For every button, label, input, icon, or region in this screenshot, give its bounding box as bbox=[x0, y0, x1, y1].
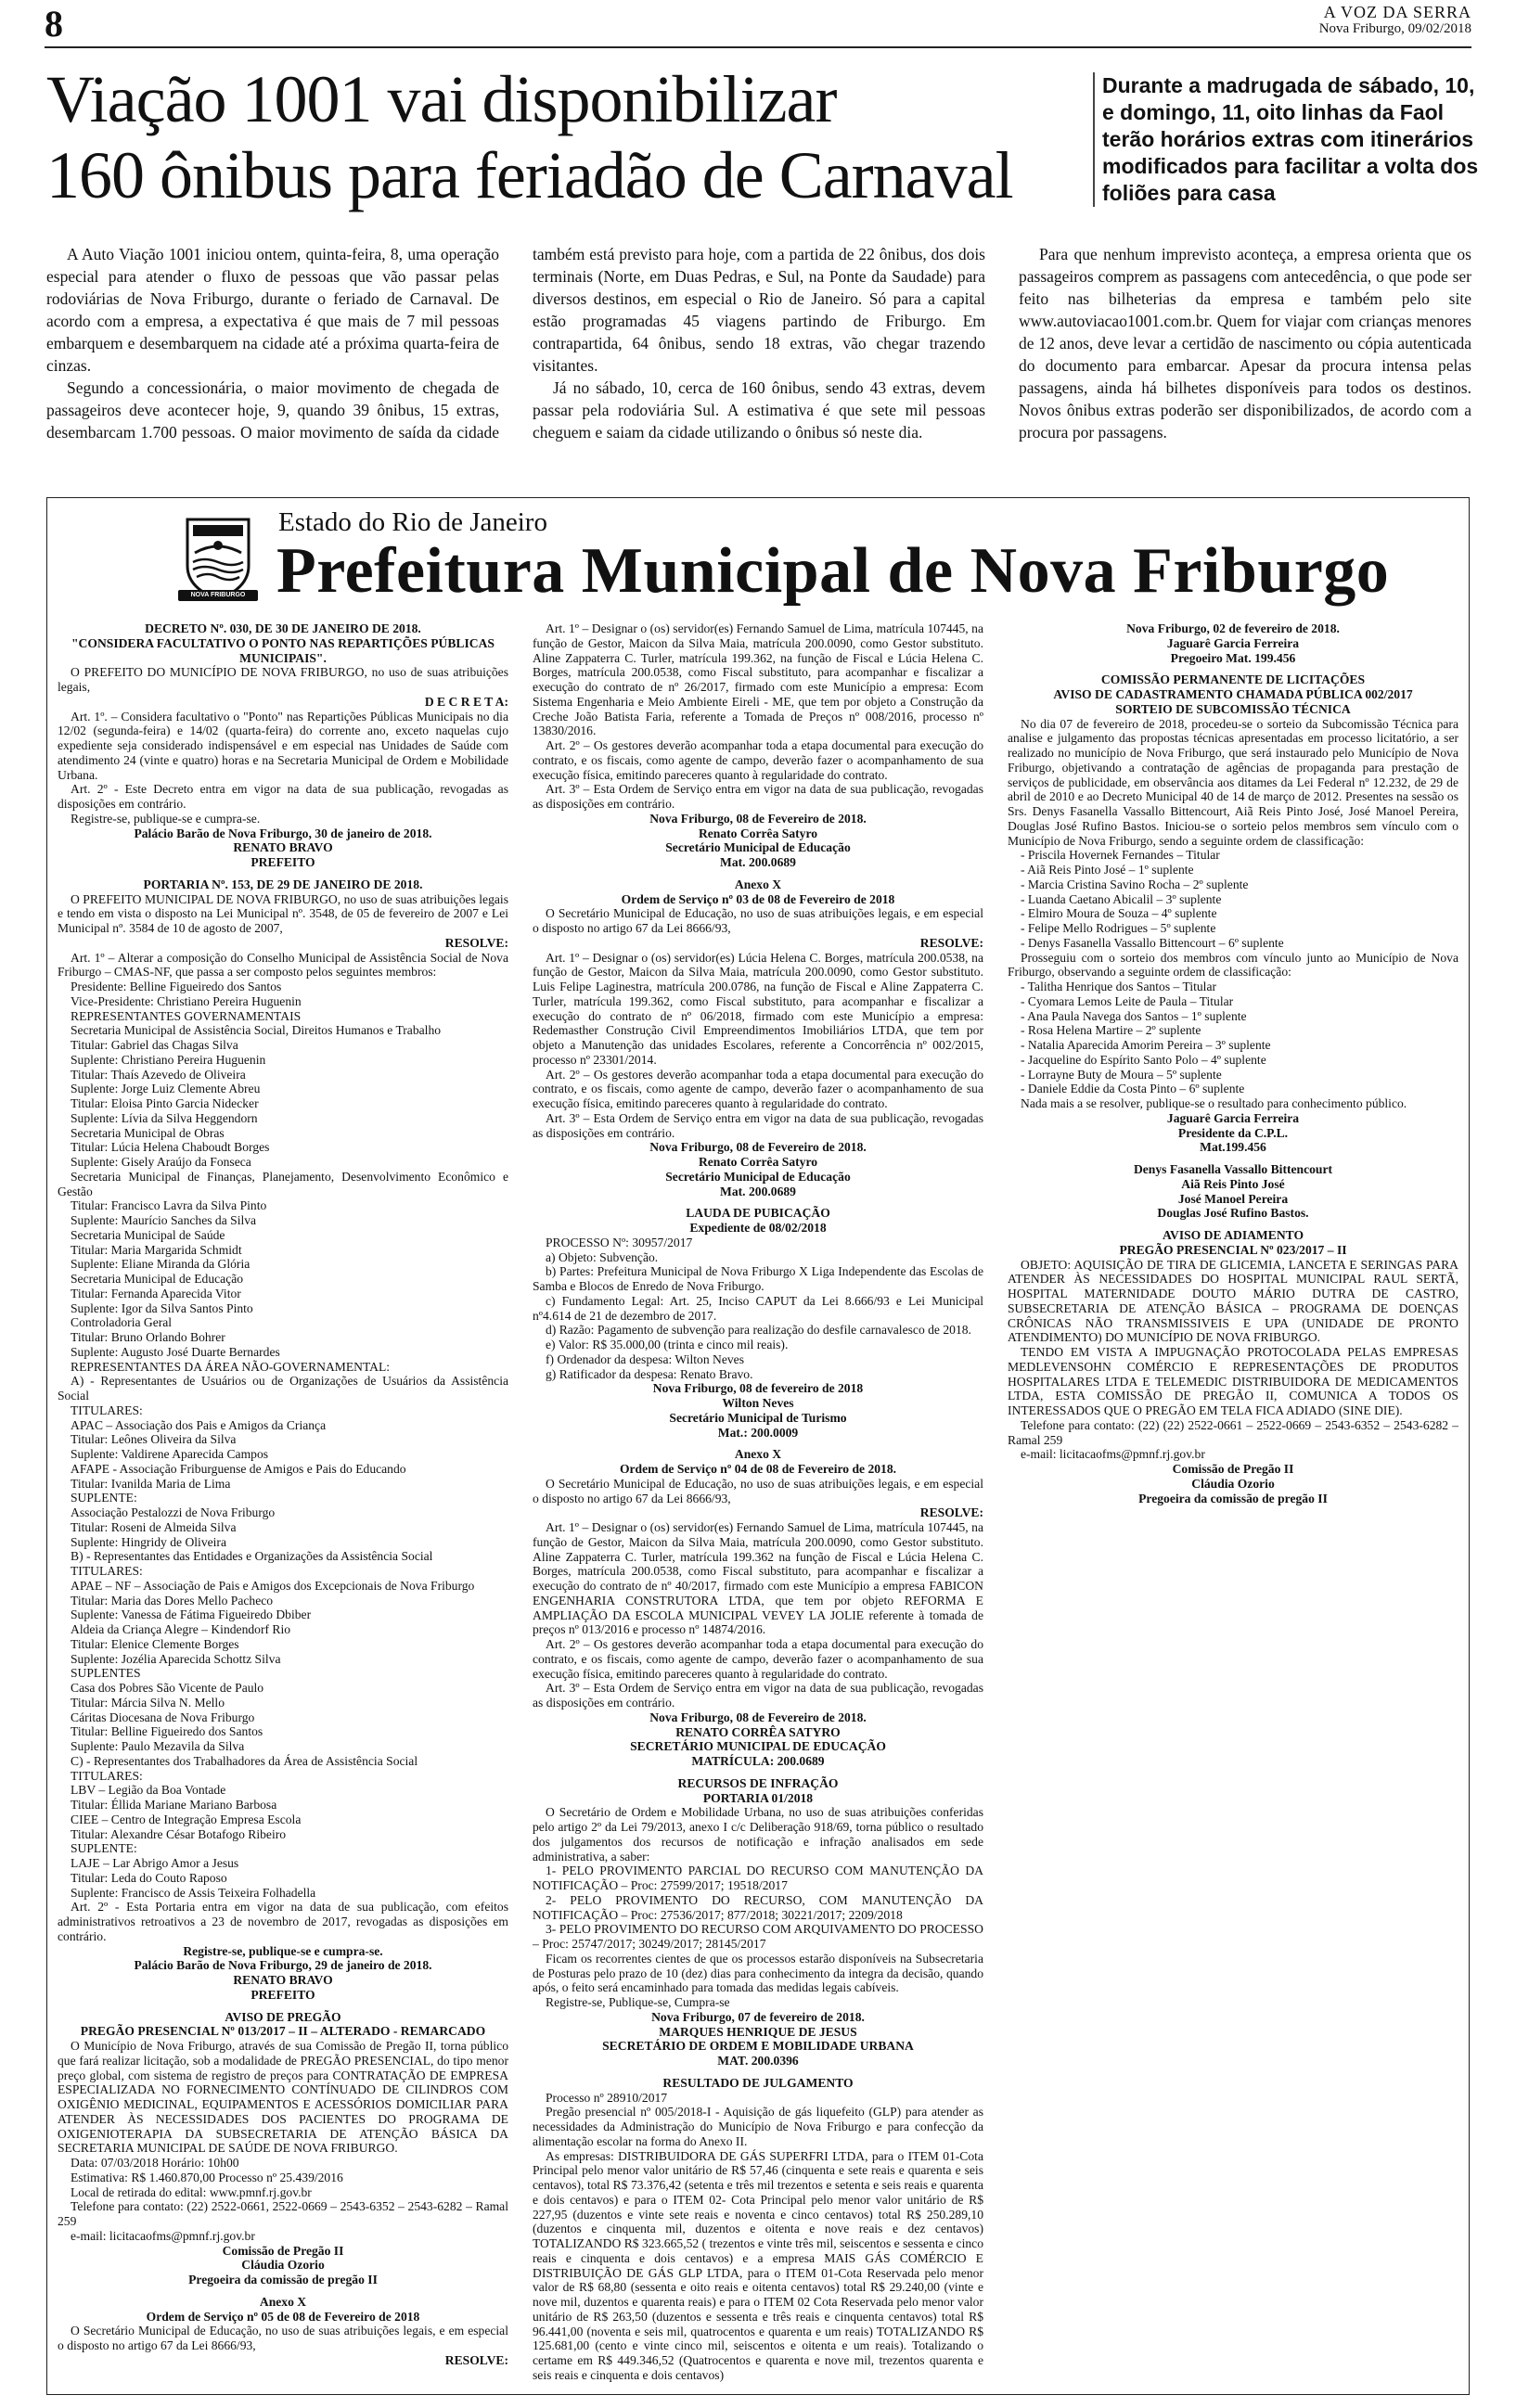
legal-paragraph: O PREFEITO MUNICIPAL DE NOVA FRIBURGO, no uso de suas atribuições legais e tendo em vista o disposto na Lei Municipal nº. 3548, de 05 de fevereiro de 2007 e Lei Municipal nº. 3584 de 10 de agosto de 2007, bbox=[58, 891, 508, 935]
legal-heading: Ordem de Serviço nº 05 de 08 de Fevereiro de 2018 bbox=[146, 2309, 420, 2324]
legal-paragraph: Suplente: Jorge Luiz Clemente Abreu bbox=[71, 1082, 261, 1096]
legal-heading: Nova Friburgo, 08 de fevereiro de 2018 bbox=[652, 1381, 864, 1396]
legal-paragraph: a) Objeto: Subvenção. bbox=[546, 1249, 659, 1264]
section-spacer bbox=[58, 2287, 508, 2295]
legal-heading: PREGÃO PRESENCIAL Nº 023/2017 – II bbox=[1119, 1242, 1347, 1257]
legal-paragraph: - Felipe Mello Rodrigues – 5º suplente bbox=[1021, 921, 1216, 935]
legal-paragraph: APAC – Associação dos Pais e Amigos da Criança bbox=[71, 1417, 327, 1432]
legal-paragraph: Art. 1º – Designar o (os) servidor(es) Fernando Samuel de Lima, matrícula 107445, na função de Gestor, Maicon da Silva Maia, matrícula 200.0090, como Gestor substituto. Aline Zappaterra C. Turler, matrícula 199.362 na função de Fiscal e Lúcia Helena C. Borges, matrícula 200.0538, como Fiscal substituto, para acompanhar e fiscalizar a execução do contrato de nº 40/2017, firmado com este Município a empresa FABICON ENGENHARIA CONSTRUTORA LTDA, que tem por objeto REFORMA E AMPLIAÇÃO DA ESCOLA MUNICIPAL VEVEY LA JOLIE referente à tomada de preços nº 013/2016 e processo nº 14874/2016. bbox=[533, 1520, 983, 1637]
legal-paragraph: Art. 2º - Este Decreto entra em vigor na data de sua publicação, revogadas as disposições em contrário. bbox=[58, 782, 508, 811]
legal-heading: MATRÍCULA: 200.0689 bbox=[691, 1754, 825, 1768]
legal-paragraph: O PREFEITO DO MUNICÍPIO DE NOVA FRIBURGO, no uso de suas atribuições legais, bbox=[58, 665, 508, 694]
legal-paragraph: Secretaria Municipal de Assistência Social, Direitos Humanos e Trabalho bbox=[71, 1023, 442, 1038]
headline-line-1: Viação 1001 vai disponibilizar bbox=[46, 62, 837, 136]
legal-paragraph: Suplente: Lívia da Silva Heggendorn bbox=[71, 1110, 258, 1125]
legal-paragraph: Secretaria Municipal de Obras bbox=[71, 1125, 225, 1140]
legal-paragraph: - Cyomara Lemos Leite de Paula – Titular bbox=[1021, 993, 1234, 1008]
legal-paragraph: - Ana Paula Navega dos Santos – 1º suplente bbox=[1021, 1008, 1247, 1023]
legal-heading: LAUDA DE PUBICAÇÃO bbox=[686, 1206, 830, 1221]
legal-paragraph: O Secretário de Ordem e Mobilidade Urbana, no uso de suas atribuições conferidas pelo artigo 2º da Lei 79/2013, anexo I c/c Deliberação 918/69, torna público o resultado dos julgamentos dos recursos de notificação e infração analisados em sede administrativa, a saber: bbox=[533, 1805, 983, 1864]
legal-paragraph: O Secretário Municipal de Educação, no uso de suas atribuições legais, e em especial o disposto no artigo 67 da Lei 8666/93, bbox=[58, 2324, 508, 2352]
legal-heading: Pregoeira da comissão de pregão II bbox=[1138, 1491, 1328, 1505]
section-spacer bbox=[1008, 1155, 1458, 1162]
legal-heading: Cláudia Ozorio bbox=[1191, 1476, 1275, 1491]
legal-paragraph: Art. 2º – Os gestores deverão acompanhar toda a etapa documental para execução do contrato, e os fiscais, como agente de campo, deverão fazer o acompanhamento de sua execução física, emitindo pareceres quanto à regularidade do contrato. bbox=[533, 1637, 983, 1681]
legal-heading: "CONSIDERA FACULTATIVO O PONTO NAS REPARTIÇÕES PÚBLICAS MUNICIPAIS". bbox=[71, 635, 495, 665]
legal-paragraph: - Luanda Caetano Abicalil – 3º suplente bbox=[1021, 891, 1222, 906]
legal-heading: MARQUES HENRIQUE DE JESUS bbox=[659, 2024, 857, 2039]
section-spacer bbox=[533, 1440, 983, 1447]
legal-paragraph: - Marcia Cristina Savino Rocha – 2º suplente bbox=[1021, 877, 1249, 891]
legal-heading: Aiã Reis Pinto José bbox=[1181, 1176, 1285, 1191]
legal-paragraph: Suplente: Valdirene Aparecida Campos bbox=[71, 1447, 269, 1461]
legal-paragraph: Titular: Thaís Azevedo de Oliveira bbox=[71, 1067, 246, 1082]
legal-paragraph: PROCESSO Nº: 30957/2017 bbox=[546, 1235, 693, 1249]
legal-heading: Pregoeiro Mat. 199.456 bbox=[1170, 650, 1296, 665]
legal-paragraph: Titular: Fernanda Aparecida Vitor bbox=[71, 1286, 241, 1300]
city-crest-icon bbox=[176, 512, 260, 603]
legal-paragraph: - Lorrayne Buty de Moura – 5º suplente bbox=[1021, 1067, 1222, 1082]
article-paragraph: Para que nenhum imprevisto aconteça, a empresa orienta que os passageiros comprem as passagens com antecedência, o que pode ser feito nas bilheterias da empresa e também pelo site www.autoviacao1001.com.br. Quem for viajar com crianças menores de 12 anos, deve levar a certidão de nascimento ou cópia autenticada do documento para embarcar. Apesar da procura intensa pelas passagens, ainda há bilhetes disponíveis para todos os destinos. Novos ônibus extras poderão ser disponibilizados, de acordo com a procura por passagens. bbox=[1019, 245, 1471, 442]
legal-heading: SECRETÁRIO DE ORDEM E MOBILIDADE URBANA bbox=[602, 2039, 914, 2054]
legal-paragraph: LAJE – Lar Abrigo Amor a Jesus bbox=[71, 1856, 239, 1870]
legal-paragraph: OBJETO: AQUISIÇÃO DE TIRA DE GLICEMIA, LANCETA E SERINGAS PARA ATENDER ÀS NECESSIDADES DO HOSPITAL MUNICIPAL RAUL SERTÃ, HOSPITAL MATERNIDADE DOUTO MÁRIO DUTRA DE CASTRO, SUBSECRETARIA DE ATENÇÃO BÁSICA – PROGRAMA DE DOENÇAS CRÔNICAS NÃO TRANSMISSIVEIS E UPA (UNIDADE DE PRONTO ATENDIMENTO) DO MUNICÍPIO DE NOVA FRIBURGO. bbox=[1008, 1257, 1458, 1345]
legal-municipality-title: Prefeitura Municipal de Nova Friburgo bbox=[276, 535, 1390, 607]
article-deck: Durante a madrugada de sábado, 10, e domingo, 11, oito linhas da Faol terão horários extras com itinerários modificados para facilitar a volta dos foliões para casa bbox=[1093, 72, 1483, 207]
legal-paragraph: TITULARES: bbox=[71, 1768, 143, 1783]
legal-paragraph: - Elmiro Moura de Souza – 4º suplente bbox=[1021, 906, 1217, 921]
legal-paragraph: REPRESENTANTES DA ÁREA NÃO-GOVERNAMENTAL: bbox=[71, 1359, 391, 1374]
legal-heading: Nova Friburgo, 08 de Fevereiro de 2018. bbox=[649, 1710, 867, 1724]
legal-heading: PORTARIA Nº. 153, DE 29 DE JANEIRO DE 2018. bbox=[143, 877, 423, 891]
legal-paragraph: c) Fundamento Legal: Art. 25, Inciso CAPUT da Lei 8.666/93 e Lei Municipal nº4.614 de 21 de dezembro de 2017. bbox=[533, 1293, 983, 1323]
legal-paragraph: Art. 2º – Os gestores deverão acompanhar toda a etapa documental para execução do contrato, e os fiscais, como agente de campo, deverão fazer o acompanhamento de sua execução física, emitindo pareceres quanto à regularidade do contrato. bbox=[533, 738, 983, 782]
legal-paragraph: Titular: Maria das Dores Mello Pacheco bbox=[71, 1593, 274, 1607]
legal-paragraph: - Denys Fasanella Vassallo Bittencourt – 6º suplente bbox=[1021, 935, 1284, 950]
legal-paragraph: Controladoria Geral bbox=[71, 1315, 173, 1330]
article-body bbox=[46, 243, 1471, 443]
legal-heading: Secretário Municipal de Educação bbox=[665, 1169, 851, 1184]
legal-paragraph: REPRESENTANTES GOVERNAMENTAIS bbox=[71, 1008, 302, 1023]
legal-paragraph: Art. 1º – Designar o (os) servidor(es) Fernando Samuel de Lima, matrícula 107445, na função de Gestor, Maicon da Silva Maia, matrícula 200.0090, como Gestor substituto. Aline Zappaterra C. Turler, matrícula 199.362, na função de Fiscal e Lúcia Helena C. Borges, matrícula 200.0538, como Fiscal substituto, para acompanhar e fiscalizar a execução do contrato de nº 26/2017, firmado com este Município a empresa: Ecom Sistema Engenharia e Meio Ambiente Eireli - ME, que tem por objeto a Construção da Creche João Batista Faria, referente a Tomada de Preços nº 008/2016, processo nº 13830/2016. bbox=[533, 621, 983, 738]
section-spacer bbox=[58, 870, 508, 877]
legal-paragraph: Titular: Elenice Clemente Borges bbox=[71, 1636, 239, 1651]
legal-paragraph: Secretaria Municipal de Educação bbox=[71, 1272, 244, 1286]
legal-heading: PREGÃO PRESENCIAL Nº 013/2017 – II – ALTERADO - REMARCADO bbox=[80, 2024, 486, 2039]
legal-heading: AVISO DE PREGÃO bbox=[225, 2009, 341, 2024]
legal-paragraph: SUPLENTES bbox=[71, 1666, 141, 1681]
legal-paragraph: Titular: Maria Margarida Schmidt bbox=[71, 1242, 242, 1257]
legal-heading: AVISO DE CADASTRAMENTO CHAMADA PÚBLICA 002/2017 bbox=[1053, 687, 1413, 701]
legal-paragraph: d) Razão: Pagamento de subvenção para realização do desfile carnavalesco de 2018. bbox=[546, 1323, 971, 1338]
legal-paragraph: Art. 1º. – Considera facultativo o "Ponto" nas Repartições Públicas Municipais no dia 12/02 (segunda-feira) e 14/02 (quarta-feira) do corrente ano, exceto naquelas cujo expediente seja considerado indispensável e em especial nas Unidades de Saúde com atendimento 24 (vinte e quatro) horas e na Secretaria Municipal de Ordem e Mobilidade Urbana. bbox=[58, 709, 508, 782]
legal-heading: RENATO BRAVO bbox=[233, 1973, 333, 1987]
legal-paragraph: 1- PELO PROVIMENTO PARCIAL DO RECURSO COM MANUTENÇÃO DA NOTIFICAÇÃO – Proc: 27599/2017; 19518/2017 bbox=[533, 1864, 983, 1892]
legal-paragraph: Suplente: Jozélia Aparecida Schottz Silva bbox=[71, 1651, 281, 1666]
legal-heading: RENATO CORRÊA SATYRO bbox=[675, 1724, 841, 1739]
legal-paragraph: - Natalia Aparecida Amorim Pereira – 3º suplente bbox=[1021, 1038, 1271, 1052]
legal-heading: COMISSÃO PERMANENTE DE LICITAÇÕES bbox=[1100, 672, 1366, 687]
legal-paragraph: Estimativa: R$ 1.460.870,00 Processo nº 25.439/2016 bbox=[71, 2170, 343, 2184]
legal-paragraph: Processo nº 28910/2017 bbox=[546, 2090, 668, 2105]
legal-heading: Nova Friburgo, 07 de fevereiro de 2018. bbox=[651, 2009, 865, 2024]
legal-heading: Renato Corrêa Satyro bbox=[698, 1155, 818, 1169]
legal-paragraph: b) Partes: Prefeitura Municipal de Nova Friburgo X Liga Independente das Escolas de Samba e Blocos de Enredo de Nova Friburgo. bbox=[533, 1264, 983, 1293]
legal-heading: AVISO DE ADIAMENTO bbox=[1162, 1228, 1304, 1242]
legal-heading: Renato Corrêa Satyro bbox=[698, 826, 818, 840]
legal-heading: Ordem de Serviço nº 04 de 08 de Fevereiro de 2018. bbox=[619, 1462, 897, 1476]
page-number: 8 bbox=[45, 3, 63, 45]
legal-notices-columns bbox=[58, 621, 1458, 2389]
article-paragraph: Segundo a concessionária, o maior movimento de chegada de passageiros deve acontecer hoje, 9, quando 39 ônibus, 15 extras, desembarcam 1.700 pessoas. O maior movimento de saída da cidade também está previsto para hoje, com a partida de 22 ônibus, dos dois terminais (Norte, em Duas Pedras, e Sul, na Ponte da Saudade) para diversos destinos, em especial o Rio de Janeiro. Só para a capital estão programadas 45 viagens partindo de Friburgo. Em contrapartida, 64 ônibus, sendo 18 extras, vão chegar trazendo visitantes. bbox=[46, 245, 985, 442]
legal-heading: PREFEITO bbox=[251, 1987, 315, 2002]
newspaper-masthead bbox=[1319, 4, 1471, 37]
legal-paragraph: Titular: Eloisa Pinto Garcia Nidecker bbox=[71, 1096, 259, 1110]
legal-paragraph: 2- PELO PROVIMENTO DO RECURSO, COM MANUTENÇÃO DA NOTIFICAÇÃO – Proc: 27536/2017; 877/2018; 30221/2017; 2209/2018 bbox=[533, 1892, 983, 1922]
legal-heading: PORTARIA 01/2018 bbox=[702, 1790, 814, 1805]
legal-paragraph: Data: 07/03/2018 Horário: 10h00 bbox=[71, 2156, 239, 2170]
section-spacer bbox=[58, 2003, 508, 2010]
legal-heading: Cláudia Ozorio bbox=[241, 2258, 325, 2273]
legal-paragraph: Associação Pestalozzi de Nova Friburgo bbox=[71, 1505, 276, 1519]
legal-heading: Palácio Barão de Nova Friburgo, 30 de janeiro de 2018. bbox=[134, 826, 432, 840]
legal-paragraph: Suplente: Hingridy de Oliveira bbox=[71, 1534, 226, 1549]
legal-paragraph: Titular: Francisco Lavra da Silva Pinto bbox=[71, 1198, 267, 1213]
legal-paragraph: LBV – Legião da Boa Vontade bbox=[71, 1783, 226, 1798]
legal-heading: Expediente de 08/02/2018 bbox=[689, 1221, 827, 1235]
article-paragraph: A Auto Viação 1001 iniciou ontem, quinta-feira, 8, uma operação especial para atender o fluxo de pessoas que vão passar pelas rodoviárias de Nova Friburgo, durante o feriado de Carnaval. De acordo com a empresa, a expectativa é que mais de 7 mil pessoas embarquem e desembarquem na cidade até a próxima quarta-feira de cinzas. bbox=[46, 245, 499, 375]
legal-paragraph: Pregão presencial nº 005/2018-I - Aquisição de gás liquefeito (GLP) para atender as necessidades da Administração do Município de Nova Friburgo e para confecção da alimentação escolar na forma do Anexo II. bbox=[533, 2105, 983, 2148]
legal-heading: Mat.: 200.0009 bbox=[717, 1425, 799, 1440]
legal-heading: Wilton Neves bbox=[722, 1396, 794, 1410]
legal-paragraph: AFAPE - Associação Friburguense de Amigos e Pais do Educando bbox=[71, 1461, 406, 1476]
legal-heading: MAT. 200.0396 bbox=[717, 2054, 799, 2068]
legal-heading: Denys Fasanella Vassallo Bittencourt bbox=[1133, 1162, 1333, 1176]
legal-paragraph: e-mail: licitacaofms@pmnf.rj.gov.br bbox=[1021, 1447, 1205, 1462]
legal-paragraph: e) Valor: R$ 35.000,00 (trinta e cinco mil reais). bbox=[546, 1338, 789, 1351]
legal-heading: Pregoeira da comissão de pregão II bbox=[188, 2273, 378, 2286]
section-spacer bbox=[533, 870, 983, 877]
legal-paragraph: 3- PELO PROVIMENTO DO RECURSO COM ARQUIVAMENTO DO PROCESSO – Proc: 25747/2017; 30249/2017; 28145/2017 bbox=[533, 1922, 983, 1951]
legal-heading: D E C R E T A: bbox=[424, 694, 508, 709]
legal-paragraph: f) Ordenador da despesa: Wilton Neves bbox=[546, 1351, 744, 1366]
legal-paragraph: - Talitha Henrique dos Santos – Titular bbox=[1021, 980, 1217, 993]
legal-paragraph: Titular: Gabriel das Chagas Silva bbox=[71, 1038, 238, 1052]
legal-paragraph: Titular: Roseni de Almeida Silva bbox=[71, 1519, 237, 1534]
legal-heading: José Manoel Pereira bbox=[1177, 1191, 1289, 1206]
article-paragraph: Já no sábado, 10, cerca de 160 ônibus, sendo 43 extras, devem passar pela rodoviária Sul. A estimativa é que sete mil pessoas cheguem e saiam da cidade utilizando o ônibus só neste dia. bbox=[533, 378, 985, 442]
legal-paragraph: TITULARES: bbox=[71, 1403, 143, 1417]
legal-heading: RECURSOS DE INFRAÇÃO bbox=[677, 1775, 839, 1790]
dateline: Nova Friburgo, 09/02/2018 bbox=[1318, 21, 1471, 36]
legal-paragraph: Titular: Leda do Couto Raposo bbox=[71, 1870, 227, 1885]
legal-paragraph: Titular: Éllida Mariane Mariano Barbosa bbox=[71, 1798, 277, 1812]
legal-heading: RENATO BRAVO bbox=[233, 840, 333, 855]
legal-paragraph: O Secretário Municipal de Educação, no uso de suas atribuições legais, e em especial o disposto no artigo 67 da Lei 8666/93, bbox=[533, 906, 983, 935]
legal-paragraph: B) - Representantes das Entidades e Organizações da Assistência Social bbox=[71, 1549, 433, 1564]
legal-paragraph: APAE – NF – Associação de Pais e Amigos dos Excepcionais de Nova Friburgo bbox=[71, 1578, 475, 1593]
legal-heading: DECRETO Nº. 030, DE 30 DE JANEIRO DE 2018. bbox=[145, 621, 421, 635]
legal-paragraph: - Aiã Reis Pinto José – 1º suplente bbox=[1021, 863, 1194, 877]
legal-paragraph: Art. 3º – Esta Ordem de Serviço entra em vigor na data de sua publicação, revogadas as disposições em contrário. bbox=[533, 1110, 983, 1140]
legal-heading: Palácio Barão de Nova Friburgo, 29 de janeiro de 2018. bbox=[134, 1958, 432, 1973]
legal-paragraph: Suplente: Gisely Araújo da Fonseca bbox=[71, 1155, 251, 1169]
legal-heading: RESOLVE: bbox=[919, 935, 983, 950]
legal-paragraph: Vice-Presidente: Christiano Pereira Huguenin bbox=[71, 993, 302, 1008]
legal-heading: Anexo X bbox=[259, 2294, 307, 2309]
legal-paragraph: e-mail: licitacaofms@pmnf.rj.gov.br bbox=[71, 2228, 255, 2243]
legal-heading: Jaguarê Garcia Ferreira bbox=[1166, 635, 1300, 650]
legal-heading: RESULTADO DE JULGAMENTO bbox=[662, 2075, 854, 2090]
legal-heading: Nova Friburgo, 02 de fevereiro de 2018. bbox=[1126, 621, 1340, 635]
legal-heading: PREFEITO bbox=[251, 855, 315, 869]
legal-paragraph: Casa dos Pobres São Vicente de Paulo bbox=[71, 1681, 264, 1695]
legal-paragraph: Suplente: Christiano Pereira Huguenin bbox=[71, 1052, 266, 1067]
legal-heading: RESOLVE: bbox=[444, 2352, 508, 2367]
legal-heading: Mat. 200.0689 bbox=[720, 855, 796, 869]
legal-paragraph: Titular: Lúcia Helena Chaboudt Borges bbox=[71, 1140, 270, 1155]
legal-heading: Anexo X bbox=[734, 877, 782, 891]
legal-heading: Comissão de Pregão II bbox=[1172, 1462, 1294, 1476]
legal-heading: Anexo X bbox=[734, 1447, 782, 1462]
headline-line-2: 160 ônibus para feriadão de Carnaval bbox=[46, 138, 1013, 212]
legal-paragraph: - Rosa Helena Martire – 2º suplente bbox=[1021, 1023, 1201, 1038]
legal-paragraph: Ficam os recorrentes cientes de que os processos estarão disponíveis na Subsecretaria de Posturas pelo prazo de 10 (dez) dias para conhecimento da integra da decisão, quando após, o feito será encaminhado para tomada das medidas legais cabíveis. bbox=[533, 1951, 983, 1995]
legal-paragraph: Registre-se, Publique-se, Cumpra-se bbox=[546, 1995, 730, 2009]
legal-paragraph: Titular: Alexandre César Botafogo Ribeiro bbox=[71, 1826, 287, 1841]
legal-paragraph: CIEE – Centro de Integração Empresa Escola bbox=[71, 1812, 302, 1826]
section-spacer bbox=[533, 2069, 983, 2076]
legal-heading: Nova Friburgo, 08 de Fevereiro de 2018. bbox=[649, 1140, 867, 1155]
legal-heading: Registre-se, publique-se e cumpra-se. bbox=[183, 1943, 383, 1958]
legal-paragraph: Secretaria Municipal de Finanças, Planejamento, Desenvolvimento Econômico e Gestão bbox=[58, 1169, 508, 1198]
section-spacer bbox=[533, 1769, 983, 1776]
crest-ribbon-text: NOVA FRIBURGO bbox=[190, 592, 246, 598]
legal-heading: RESOLVE: bbox=[444, 935, 508, 950]
legal-paragraph: SUPLENTE: bbox=[71, 1841, 137, 1856]
legal-paragraph: - Priscila Hovernek Fernandes – Titular bbox=[1021, 848, 1220, 863]
legal-heading: Douglas José Rufino Bastos. bbox=[1157, 1206, 1309, 1221]
legal-paragraph: Suplente: Francisco de Assis Teixeira Folhadella bbox=[71, 1885, 316, 1900]
legal-paragraph: Aldeia da Criança Alegre – Kindendorf Rio bbox=[71, 1622, 291, 1636]
legal-paragraph: Suplente: Maurício Sanches da Silva bbox=[71, 1213, 257, 1227]
legal-paragraph: TITULARES: bbox=[71, 1564, 143, 1578]
legal-state-title: Estado do Rio de Janeiro bbox=[278, 507, 547, 537]
legal-paragraph: Titular: Bruno Orlando Bohrer bbox=[71, 1330, 225, 1344]
legal-paragraph: Titular: Leônes Oliveira da Silva bbox=[71, 1432, 237, 1447]
legal-paragraph: Suplente: Eliane Miranda da Glória bbox=[71, 1257, 251, 1272]
legal-paragraph: SUPLENTE: bbox=[71, 1491, 137, 1505]
newspaper-name: A VOZ DA SERRA bbox=[1323, 3, 1471, 21]
legal-paragraph: Titular: Ivanilda Maria de Lima bbox=[71, 1476, 231, 1491]
legal-paragraph: Local de retirada do edital: www.pmnf.rj.gov.br bbox=[71, 2184, 312, 2199]
legal-paragraph: - Daniele Eddie da Costa Pinto – 6º suplente bbox=[1021, 1082, 1245, 1096]
legal-paragraph: Art. 2º – Os gestores deverão acompanhar toda a etapa documental para execução do contrato, e os fiscais, como agente de campo, deverão fazer o acompanhamento de sua execução física, emitindo pareceres quanto à regularidade do contrato. bbox=[533, 1067, 983, 1110]
legal-paragraph: O Secretário Municipal de Educação, no uso de suas atribuições legais, e em especial o disposto no artigo 67 da Lei 8666/93, bbox=[533, 1476, 983, 1505]
legal-paragraph: g) Ratificador da despesa: Renato Bravo. bbox=[546, 1366, 753, 1381]
legal-paragraph: No dia 07 de fevereiro de 2018, procedeu-se o sorteio da Subcomissão Técnica para analise e julgamento das propostas técnicas apresentadas em processo licitatório, a ser realizado no município de Nova Friburgo, que será instaurado pelo Município de Nova Friburgo, objetivando a contratação de agências de propaganda para prestação de serviços de publicidade, em observância aos ditames da Lei Federal nº 12.232, de 29 de abril de 2010 e ao Decreto Municipal 40 de 14 de março de 2012. Presentes na sessão os Srs. Denys Fasanella Vassallo Bittencourt, Aiã Reis Pinto José, José Manoel Pereira, Douglas José Rufino Bastos. Iniciou-se o sorteio pelos membros sem vínculo com o Município de Nova Friburgo, sendo a seguinte ordem de classificação: bbox=[1008, 716, 1458, 848]
legal-paragraph: O Município de Nova Friburgo, através de sua Comissão de Pregão II, torna público que fará realizar licitação, sob a modalidade de PREGÃO PRESENCIAL, do tipo menor preço global, com sistema de registro de preços para CONTRATAÇÃO DE EMPRESA ESPECIALIZADA NO FORNECIMENTO CONTÍNUADO DE CILINDROS COM OXIGÊNIO MEDICINAL, EQUIPAMENTOS E ACESSÓRIOS DOMICILIAR PARA ATENDER ÀS NECESSIDADES DOS PACIENTES DO PROGRAMA DE OXIGENIOTERAPIA DA SUBSECRETARIA DE ATENÇÃO BÁSICA DA SECRETARIA MUNICIPAL DE SAÚDE DE NOVA FRIBURGO. bbox=[58, 2039, 508, 2156]
legal-heading: RESOLVE: bbox=[919, 1505, 983, 1520]
legal-heading: Comissão de Pregão II bbox=[222, 2243, 344, 2258]
legal-heading: Ordem de Serviço nº 03 de 08 de Fevereiro de 2018 bbox=[621, 891, 895, 906]
legal-paragraph: Telefone para contato: (22) 2522-0661, 2522-0669 – 2543-6352 – 2543-6282 – Ramal 259 bbox=[58, 2199, 508, 2228]
legal-paragraph: Nada mais a se resolver, publique-se o resultado para conhecimento público. bbox=[1021, 1096, 1407, 1110]
top-rule bbox=[45, 46, 1471, 48]
legal-paragraph: Art. 3º – Esta Ordem de Serviço entra em vigor na data de sua publicação, revogadas as disposições em contrário. bbox=[533, 1681, 983, 1710]
legal-paragraph: A) - Representantes de Usuários ou de Organizações de Usuários da Assistência Social bbox=[58, 1374, 508, 1403]
legal-paragraph: Cáritas Diocesana de Nova Friburgo bbox=[71, 1710, 255, 1724]
legal-paragraph: C) - Representantes dos Trabalhadores da Área de Assistência Social bbox=[71, 1753, 418, 1768]
legal-heading: Jaguarê Garcia Ferreira bbox=[1166, 1110, 1300, 1125]
legal-paragraph: Art. 1º – Alterar a composição do Conselho Municipal de Assistência Social de Nova Friburgo – CMAS-NF, que passa a ser composto pelos seguintes membros: bbox=[58, 950, 508, 980]
legal-paragraph: Suplente: Paulo Mezavila da Silva bbox=[71, 1739, 245, 1753]
legal-heading: SORTEIO DE SUBCOMISSÃO TÉCNICA bbox=[1115, 701, 1351, 716]
section-spacer bbox=[1008, 1221, 1458, 1228]
legal-heading: Nova Friburgo, 08 de Fevereiro de 2018. bbox=[649, 811, 867, 826]
article-headline bbox=[46, 61, 1076, 213]
legal-paragraph: Suplente: Vanessa de Fátima Figueiredo Dbiber bbox=[71, 1607, 312, 1622]
legal-paragraph: - Jacqueline do Espírito Santo Polo – 4º suplente bbox=[1021, 1052, 1266, 1067]
legal-heading: Secretário Municipal de Turismo bbox=[669, 1410, 847, 1425]
legal-heading: Mat. 200.0689 bbox=[720, 1184, 796, 1198]
legal-paragraph: Titular: Belline Figueiredo dos Santos bbox=[71, 1724, 263, 1739]
legal-paragraph: Art. 1º – Designar o (os) servidor(es) Lúcia Helena C. Borges, matrícula 200.0538, na função de Gestor, Maicon da Silva Maia, matrícula 200.0090, como Gestor substituto. Luis Felipe Laginestra, matrícula 200.0786, na função de Fiscal e Aline Zappaterra C. Turler, matrícula 199.362, como Fiscal substituto, para acompanhar e fiscalizar a execução do contrato de nº 06/2018, firmado com este Município a empresa: Redemasther Construção Civil Empreendimentos Imobiliários LTDA, que tem por objeto a Manutenção das unidades Escolares, referente a Concorrência nº 002/2015, processo nº 23301/2014. bbox=[533, 950, 983, 1067]
legal-paragraph: TENDO EM VISTA A IMPUGNAÇÃO PROTOCOLADA PELAS EMPRESAS MEDLEVENSOHN COMÉRCIO E REPRESENTAÇÕES DE PRODUTOS HOSPITALARES LTDA E TELEMEDIC DISTRIBUIDORA DE MEDICAMENTOS LTDA, ESTA COMISSÃO DE PREGÃO II, COMUNICA A TODOS OS INTERESSADOS QUE O PREGÃO EM TELA FICA ADIADO (SINE DIE). bbox=[1008, 1345, 1458, 1417]
legal-paragraph: Registre-se, publique-se e cumpra-se. bbox=[71, 811, 261, 826]
legal-paragraph: Titular: Márcia Silva N. Mello bbox=[71, 1695, 225, 1710]
legal-heading: Presidente da C.P.L. bbox=[1177, 1125, 1289, 1140]
legal-paragraph: Suplente: Igor da Silva Santos Pinto bbox=[71, 1300, 253, 1315]
legal-paragraph: Art. 2º - Esta Portaria entra em vigor na data de sua publicação, com efeitos administrativos retroativos a 23 de novembro de 2017, revogadas as disposições em contrário. bbox=[58, 1900, 508, 1943]
legal-heading: Mat.199.456 bbox=[1200, 1140, 1266, 1155]
legal-paragraph: Art. 3º – Esta Ordem de Serviço entra em vigor na data de sua publicação, revogadas as disposições em contrário. bbox=[533, 782, 983, 811]
legal-paragraph: Presidente: Belline Figueiredo dos Santos bbox=[71, 980, 282, 993]
legal-heading: Secretário Municipal de Educação bbox=[665, 840, 851, 855]
legal-paragraph: Prosseguiu com o sorteio dos membros com vínculo junto ao Município de Nova Friburgo, observando a seguinte ordem de classificação: bbox=[1008, 950, 1458, 980]
legal-paragraph: As empresas: DISTRIBUIDORA DE GÁS SUPERFRI LTDA, para o ITEM 01-Cota Principal pelo menor valor unitário de R$ 57,46 (cinquenta e sete reais e quarenta e seis centavos), total R$ 73.376,42 (setenta e três mil trezentos e setenta e seis reais e quarenta e dois centavos) e para o ITEM 02- Cota Principal pelo menor valor unitário de R$ 227,95 (duzentos e vinte sete reais e noventa e cinco centavos) total R$ 250.289,10 (duzentos e cinquenta mil, duzentos e oitenta e nove reais e dez centavos) TOTALIZANDO R$ 323.665,52 ( trezentos e vinte três mil, seiscentos e sessenta e cinco reais e cinquenta e dois centavos) e a empresa MAIS GÁS COMÉRCIO E DISTRIBUIÇÃO DE GÁS GLP LTDA, para o ITEM 01-Cota Reservada pelo menor valor de R$ 68,80 (sessenta e oito reais e oitenta centavos) total R$ 29.240,00 (vinte e nove mil, duzentos e quarenta reais) e para o ITEM 02 Cota Reservada pelo menor valor unitário de R$ 263,50 (duzentos e sessenta e três reais e cinquenta centavos) total R$ 96.441,00 (noventa e seis mil, quatrocentos e quarenta e um reais) TOTALIZANDO R$ 125.681,00 (cento e vinte cinco mil, seiscentos e oitenta e um reais). Totalizando o certame em R$ 449.346,52 (Quatrocentos e quarenta e nove mil, trezentos quarenta e seis reais e cinquenta e dois centavos) bbox=[533, 2148, 983, 2382]
legal-heading: SECRETÁRIO MUNICIPAL DE EDUCAÇÃO bbox=[630, 1739, 886, 1754]
legal-paragraph: Telefone para contato: (22) (22) 2522-0661 – 2522-0669 – 2543-6352 – 2543-6282 – Ramal 259 bbox=[1008, 1417, 1458, 1447]
legal-paragraph: Suplente: Augusto José Duarte Bernardes bbox=[71, 1344, 280, 1359]
legal-paragraph: Secretaria Municipal de Saúde bbox=[71, 1227, 225, 1242]
